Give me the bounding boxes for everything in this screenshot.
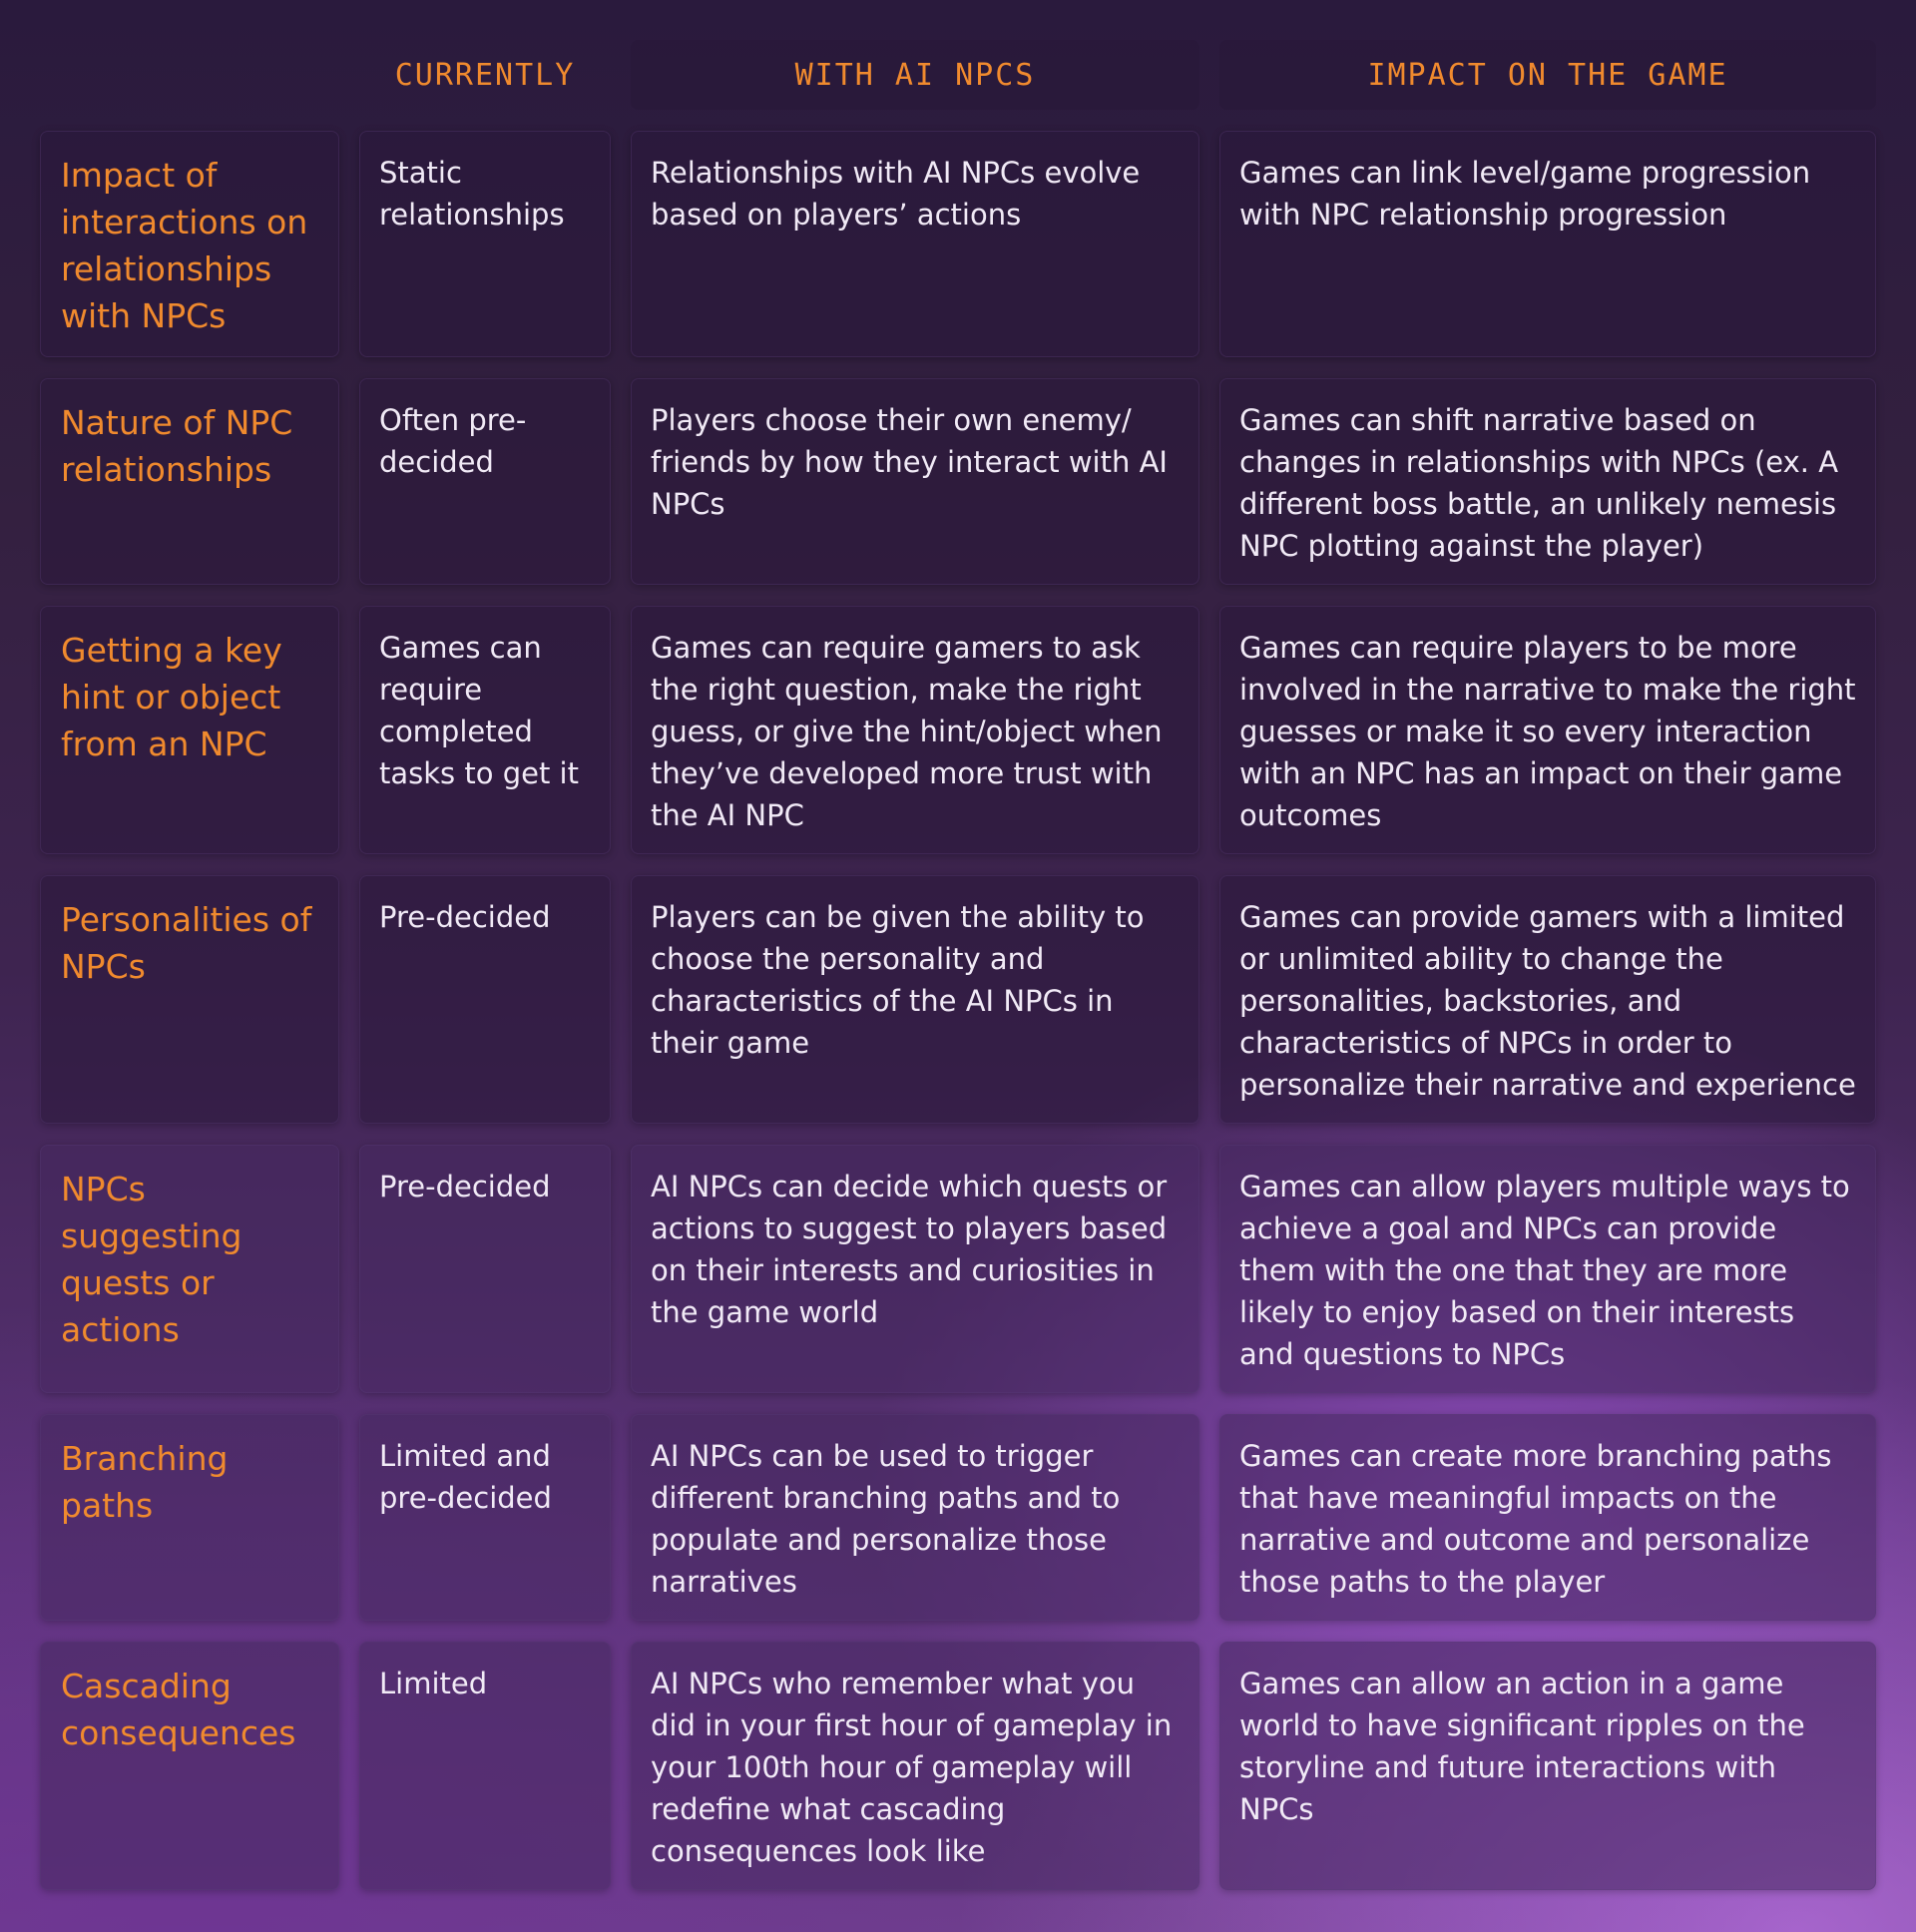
currently-cell: Static relationships: [359, 131, 611, 357]
currently-cell: Limited and pre-decided: [359, 1414, 611, 1621]
header-empty: [40, 40, 339, 110]
with-ai-cell: Games can require gamers to ask the right question, make the right guess, or give the hint/object when they’ve developed more trust with the AI NPC: [631, 606, 1199, 854]
currently-cell: Limited: [359, 1642, 611, 1890]
impact-cell: Games can provide gamers with a limited or unlimited ability to change the personalities, backstories, and characteristics of NPCs in order to personalize their narrative and experience: [1219, 875, 1876, 1124]
row-label: Personalities of NPCs: [40, 875, 339, 1124]
header-impact-on-the-game: IMPACT ON THE GAME: [1219, 40, 1876, 110]
with-ai-cell: AI NPCs who remember what you did in your first hour of gameplay in your 100th hour of gameplay will redefine what cascading consequences look like: [631, 1642, 1199, 1890]
with-ai-cell: Relationships with AI NPCs evolve based on players’ actions: [631, 131, 1199, 357]
row-label: Nature of NPC relationships: [40, 378, 339, 585]
header-currently: CURRENTLY: [394, 57, 576, 93]
currently-cell: Pre-decided: [359, 875, 611, 1124]
header-with-ai-npcs: WITH AI NPCS: [631, 40, 1199, 110]
with-ai-cell: AI NPCs can be used to trigger different branching paths and to populate and personalize those narratives: [631, 1414, 1199, 1621]
row-label: Cascading consequences: [40, 1642, 339, 1890]
impact-cell: Games can allow an action in a game world to have significant ripples on the storyline and future interactions with NPCs: [1219, 1642, 1876, 1890]
with-ai-cell: Players choose their own enemy/ friends by how they interact with AI NPCs: [631, 378, 1199, 585]
row-label: NPCs suggesting quests or actions: [40, 1145, 339, 1393]
impact-cell: Games can create more branching paths that have meaningful impacts on the narrative and outcome and personalize those paths to the player: [1219, 1414, 1876, 1621]
currently-cell: Games can require completed tasks to get it: [359, 606, 611, 854]
impact-cell: Games can link level/game progression with NPC relationship progression: [1219, 131, 1876, 357]
row-label: Getting a key hint or object from an NPC: [40, 606, 339, 854]
comparison-table: [40, 40, 1876, 1890]
impact-cell: Games can allow players multiple ways to achieve a goal and NPCs can provide them with the one that they are more likely to enjoy based on their interests and questions to NPCs: [1219, 1145, 1876, 1393]
with-ai-cell: Players can be given the ability to choose the personality and characteristics of the AI NPCs in their game: [631, 875, 1199, 1124]
row-label: Branching paths: [40, 1414, 339, 1621]
row-label: Impact of interactions on relationships with NPCs: [40, 131, 339, 357]
impact-cell: Games can shift narrative based on changes in relationships with NPCs (ex. A different boss battle, an unlikely nemesis NPC plotting against the player): [1219, 378, 1876, 585]
currently-cell: Pre-decided: [359, 1145, 611, 1393]
currently-cell: Often pre-decided: [359, 378, 611, 585]
impact-cell: Games can require players to be more involved in the narrative to make the right guesses or make it so every interaction with an NPC has an impact on their game outcomes: [1219, 606, 1876, 854]
with-ai-cell: AI NPCs can decide which quests or actions to suggest to players based on their interests and curiosities in the game world: [631, 1145, 1199, 1393]
